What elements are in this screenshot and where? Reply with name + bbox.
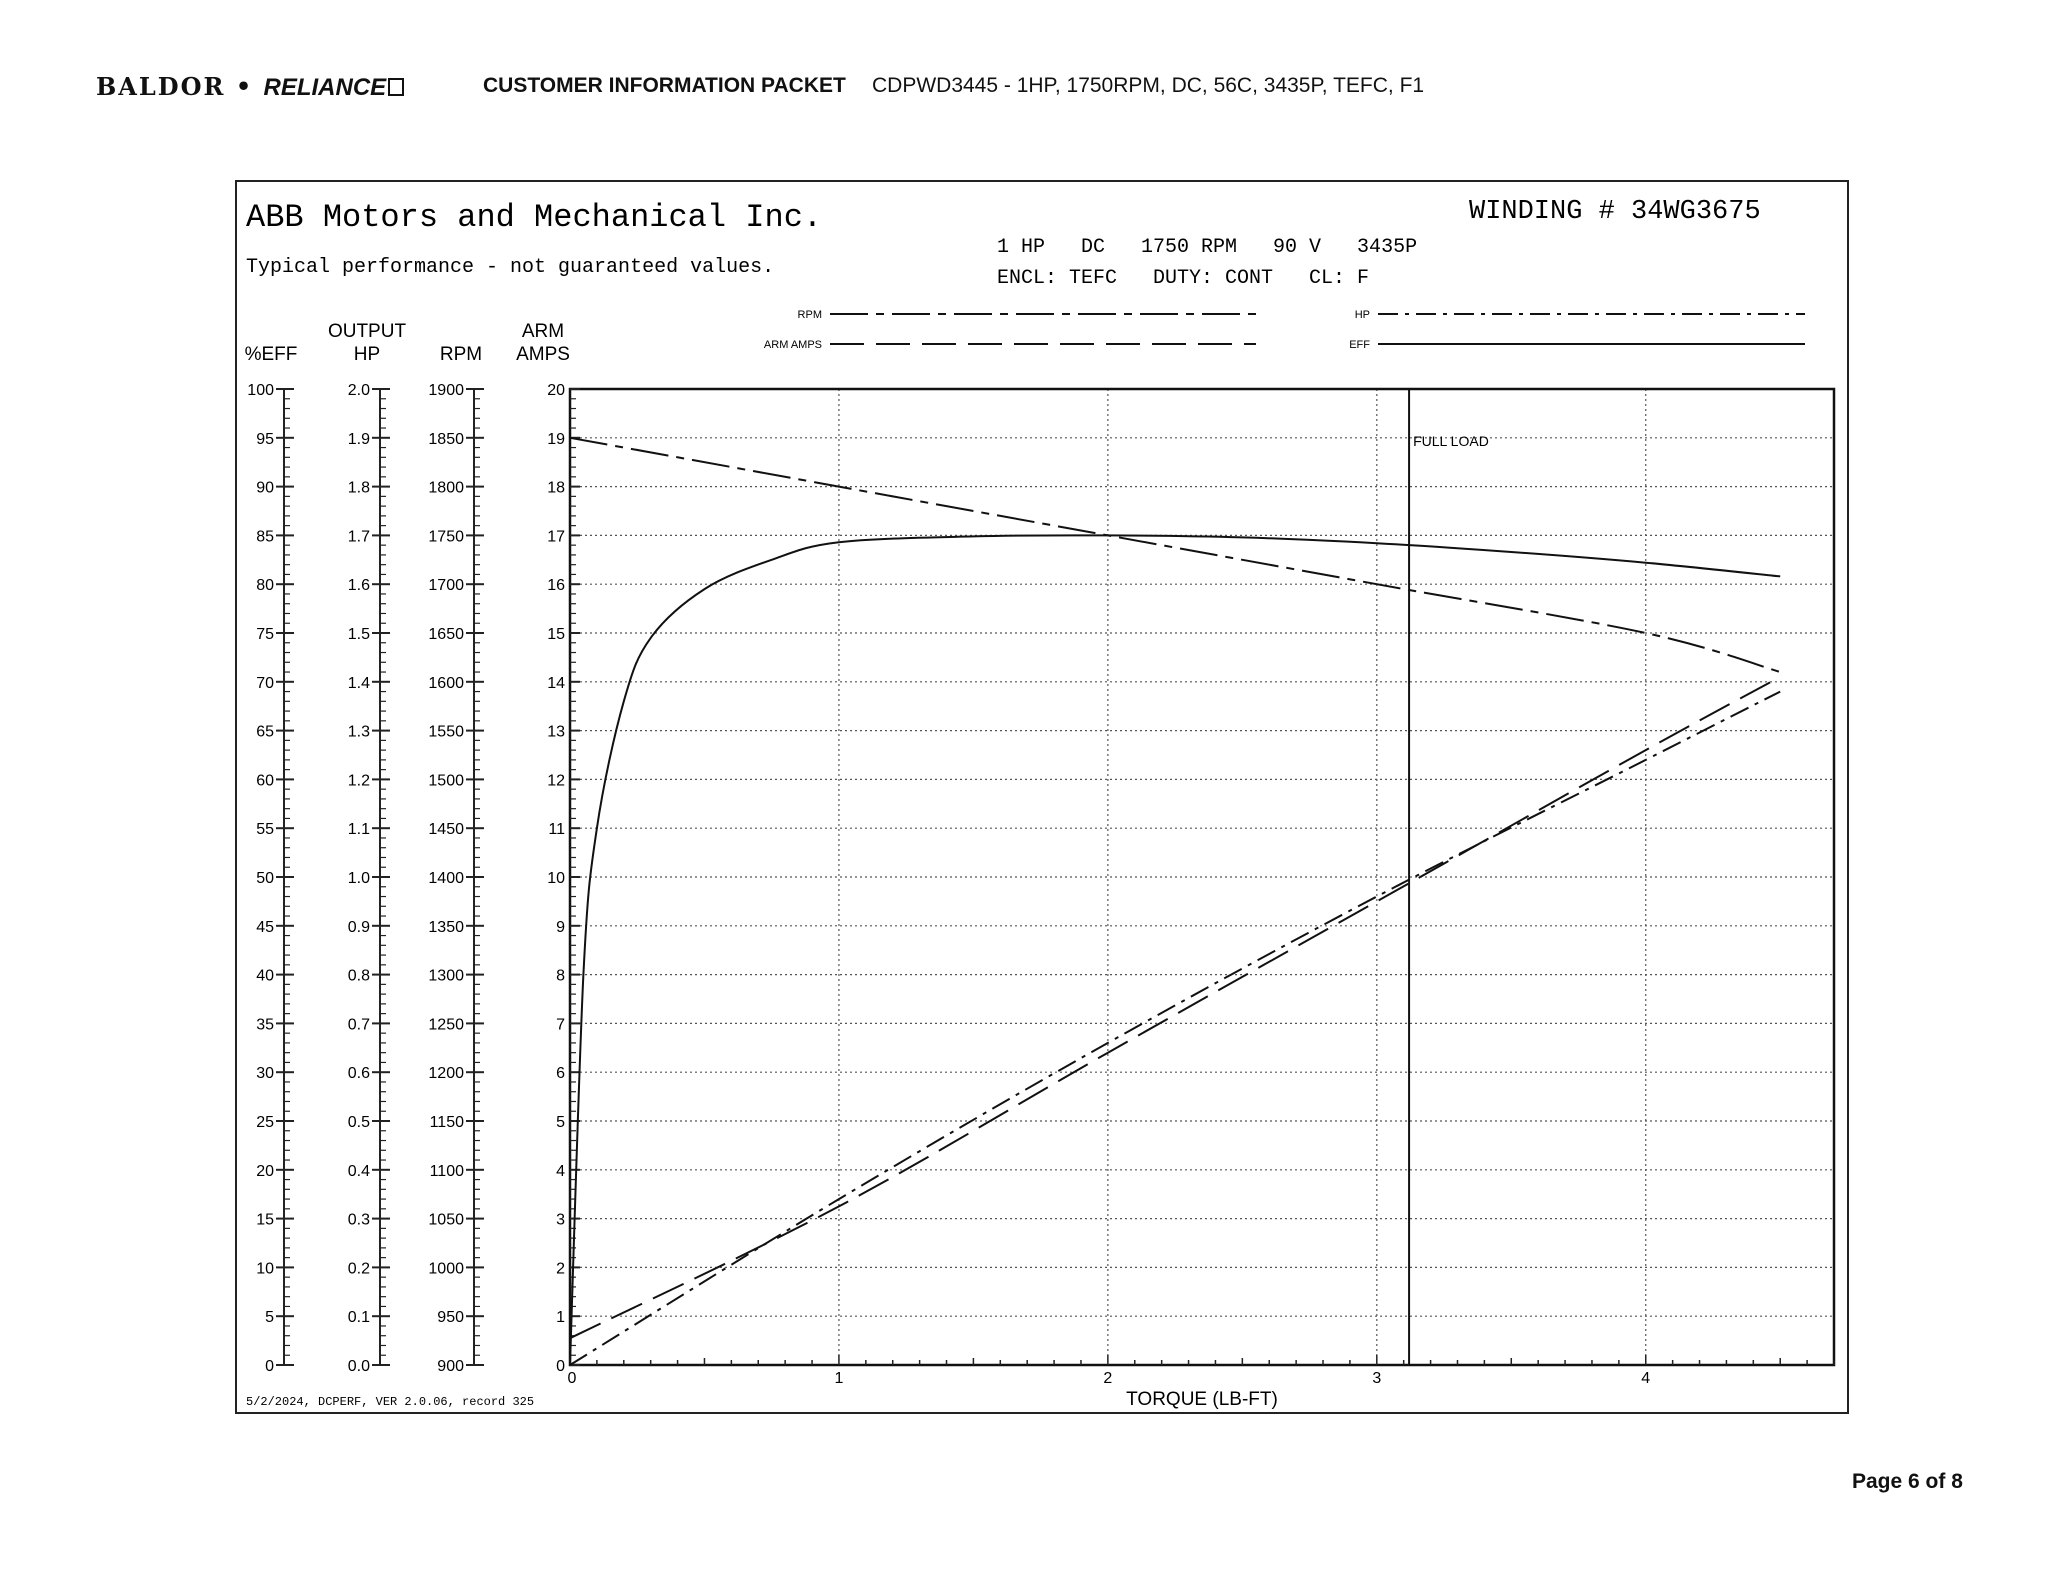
axis-tick-label: 0.3 — [347, 1211, 370, 1229]
company-title: ABB Motors and Mechanical Inc. — [246, 199, 823, 236]
axis-tick-label: 0.4 — [347, 1162, 370, 1180]
axis-tick-label: 100 — [247, 382, 274, 399]
amps-tick-label: 20 — [547, 382, 565, 399]
axis-tick-label: 0.5 — [347, 1114, 370, 1131]
x-tick-label: 0 — [567, 1370, 577, 1387]
axis-tick-label: 0.1 — [347, 1309, 370, 1327]
axis-tick-label: 1650 — [428, 626, 464, 643]
axis-tick-label: 1200 — [428, 1065, 464, 1083]
axis-tick-label: 1.3 — [347, 723, 370, 741]
plot-grid — [568, 389, 1834, 1387]
axis-tick-label: 1.6 — [347, 577, 370, 595]
axis-tick-label: 1700 — [428, 577, 464, 595]
axis-tick-label: 75 — [256, 626, 274, 643]
amps-tick-label: 2 — [556, 1260, 565, 1278]
axis-tick-label: 80 — [256, 577, 274, 595]
legend-label: HP — [1354, 309, 1370, 321]
amps-tick-label: 18 — [547, 479, 565, 497]
axis-tick-label: 60 — [256, 772, 274, 790]
axis-tick-label: 95 — [256, 430, 274, 448]
axis-tick-label: 1300 — [428, 967, 464, 985]
amps-tick-label: 17 — [547, 528, 565, 546]
curve-eff — [570, 535, 1780, 1365]
spec-line-1: 1 HP DC 1750 RPM 90 V 3435P — [997, 236, 1418, 259]
axis-title: AMPS — [516, 344, 570, 365]
axis-title-top: OUTPUT — [327, 321, 407, 342]
axis-tick-label: 45 — [256, 918, 274, 936]
curve-rpm — [570, 438, 1780, 672]
axis-tick-label: 0.2 — [347, 1260, 370, 1278]
axis-tick-label: 65 — [256, 723, 274, 741]
amps-tick-label: 11 — [548, 821, 565, 839]
amps-tick-label: 7 — [556, 1016, 565, 1034]
axis-tick-label: 15 — [256, 1211, 274, 1229]
amps-tick-label: 14 — [547, 674, 565, 692]
x-axis-label: TORQUE (LB-FT) — [1126, 1389, 1278, 1410]
axis-tick-label: 1350 — [428, 918, 464, 936]
axis-tick-label: 55 — [256, 821, 274, 839]
axis-tick-label: 900 — [437, 1358, 464, 1375]
amps-tick-label: 5 — [556, 1114, 565, 1131]
axis-tick-label: 0.8 — [347, 967, 370, 985]
x-tick-label: 1 — [834, 1370, 844, 1387]
amps-tick-label: 8 — [556, 967, 565, 985]
amps-tick-label: 15 — [547, 626, 565, 643]
amps-tick-label: 10 — [547, 870, 565, 887]
axis-tick-label: 2.0 — [347, 382, 370, 399]
axis-tick-label: 25 — [256, 1114, 274, 1131]
axis-tick-label: 0.6 — [347, 1065, 370, 1083]
axis-tick-label: 1.7 — [347, 528, 370, 546]
axis-tick-label: 70 — [256, 674, 274, 692]
chart-footnote: 5/2/2024, DCPERF, VER 2.0.06, record 325 — [246, 1395, 535, 1409]
axis-tick-label: 20 — [256, 1162, 274, 1180]
axis-tick-label: 1.5 — [347, 626, 370, 643]
amps-tick-label: 9 — [556, 918, 565, 936]
x-tick-label: 4 — [1641, 1370, 1651, 1387]
axis-tick-label: 10 — [256, 1260, 274, 1278]
legend-label: RPM — [797, 309, 822, 321]
amps-tick-label: 16 — [547, 577, 565, 595]
legend-label: EFF — [1349, 339, 1370, 351]
axis-tick-label: 1.2 — [347, 772, 370, 790]
axis-tick-label: 1600 — [428, 674, 464, 692]
axis-tick-label: 0.0 — [347, 1358, 370, 1375]
amps-tick-label: 19 — [547, 430, 565, 448]
axis-title: %EFF — [244, 344, 298, 365]
axis-tick-label: 90 — [256, 479, 274, 497]
axis-tick-label: 1.0 — [347, 870, 370, 887]
amps-tick-label: 1 — [556, 1309, 565, 1327]
axis-tick-label: 950 — [437, 1309, 464, 1327]
axis-title: RPM — [439, 344, 483, 365]
x-tick-label: 2 — [1103, 1370, 1113, 1387]
legend — [764, 309, 1805, 351]
brand-right: RELIANCE — [263, 74, 387, 101]
axis-tick-label: 1500 — [428, 772, 464, 790]
amps-tick-label: 6 — [556, 1065, 565, 1083]
brand-sep: • — [235, 72, 254, 101]
axis-tick-label: 1000 — [428, 1260, 464, 1278]
axis-tick-label: 1550 — [428, 723, 464, 741]
packet-title: CUSTOMER INFORMATION PACKET — [483, 74, 846, 97]
curve-hp — [570, 692, 1780, 1365]
curve-arm-amps — [570, 677, 1780, 1338]
axis-tick-label: 1050 — [428, 1211, 464, 1229]
axis-tick-label: 1.1 — [347, 821, 370, 839]
axis-tick-label: 0.9 — [347, 918, 370, 936]
axis-tick-label: 1100 — [429, 1162, 464, 1180]
axis-tick-label: 1450 — [428, 821, 464, 839]
axis-title: HP — [353, 344, 381, 365]
axis-tick-label: 5 — [265, 1309, 274, 1327]
value-axes — [245, 321, 570, 1375]
legend-label: ARM AMPS — [763, 339, 822, 351]
axis-tick-label: 1900 — [428, 382, 464, 399]
axis-tick-label: 1800 — [428, 479, 464, 497]
amps-tick-label: 0 — [556, 1358, 565, 1375]
axis-tick-label: 1150 — [429, 1114, 464, 1131]
axis-tick-label: 40 — [256, 967, 274, 985]
axis-tick-label: 1250 — [428, 1016, 464, 1034]
amps-tick-label: 4 — [556, 1162, 565, 1180]
axis-tick-label: 35 — [256, 1016, 274, 1034]
curves — [570, 438, 1780, 1365]
axis-tick-label: 1.4 — [347, 674, 370, 692]
axis-title-top: ARM — [521, 321, 565, 342]
amps-tick-label: 12 — [547, 772, 565, 790]
winding-number: WINDING # 34WG3675 — [1469, 197, 1761, 227]
axis-tick-label: 1.8 — [347, 479, 370, 497]
axis-tick-label: 1850 — [428, 430, 464, 448]
full-load-label: FULL LOAD — [1413, 433, 1489, 449]
axis-tick-label: 50 — [256, 870, 274, 887]
axis-tick-label: 85 — [256, 528, 274, 546]
axis-tick-label: 30 — [256, 1065, 274, 1083]
axis-tick-label: 1400 — [428, 870, 464, 887]
brand-left: BALDOR — [96, 72, 226, 101]
amps-tick-label: 3 — [556, 1211, 565, 1229]
model-description: CDPWD3445 - 1HP, 1750RPM, DC, 56C, 3435P, TEFC, F1 — [872, 74, 1425, 97]
axis-tick-label: 0 — [265, 1358, 274, 1375]
chart-subtitle: Typical performance - not guaranteed values. — [246, 256, 775, 279]
axis-tick-label: 1.9 — [347, 430, 370, 448]
x-tick-label: 3 — [1372, 1370, 1382, 1387]
axis-tick-label: 1750 — [428, 528, 464, 546]
spec-line-2: ENCL: TEFC DUTY: CONT CL: F — [997, 267, 1370, 290]
axis-tick-label: 0.7 — [347, 1016, 370, 1034]
page-number: Page 6 of 8 — [1852, 1470, 1963, 1493]
amps-tick-label: 13 — [547, 723, 565, 741]
